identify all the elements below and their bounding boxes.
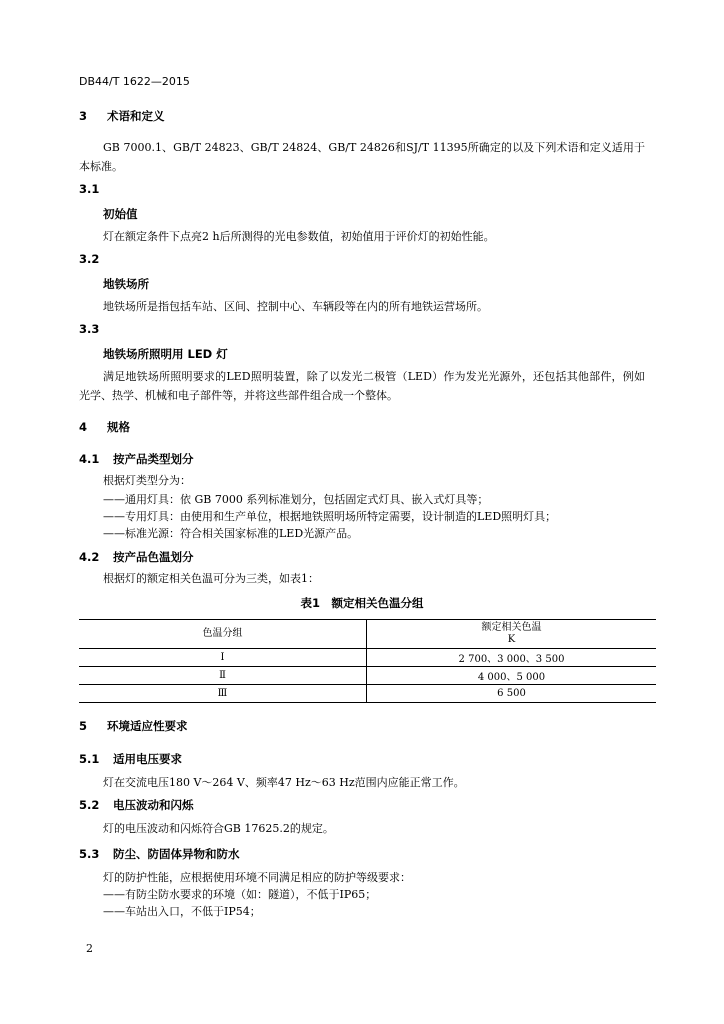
column-header-temperature-name: 额定相关色温 — [481, 622, 542, 633]
list-item: ——通用灯具：依 GB 7000 系列标准划分，包括固定式灯具、嵌入式灯具等； — [103, 493, 489, 506]
table-cell-temperature: 2 700、3 000、3 500 — [367, 649, 657, 667]
table-cell-group: Ⅰ — [79, 649, 367, 667]
page-number: 2 — [86, 942, 93, 955]
section-5-heading — [79, 718, 188, 734]
section-number: 3 — [79, 109, 88, 123]
color-temperature-table — [79, 619, 656, 703]
table-1-caption: 表1 额定相关色温分组 — [300, 596, 424, 610]
list-item: ——车站出入口，不低于IP54； — [103, 905, 261, 918]
subsection-number: 5.3 — [79, 847, 100, 861]
section-number: 4 — [79, 420, 88, 434]
list-item: ——标准光源：符合相关国家标准的LED光源产品。 — [103, 527, 359, 540]
section-number: 5 — [79, 719, 88, 733]
subsection-4-2-heading — [79, 549, 194, 565]
list-item: ——专用灯具：由使用和生产单位，根据地铁照明场所特定需要，设计制造的LED照明灯具； — [103, 510, 557, 523]
table-cell-temperature: 4 000、5 000 — [367, 667, 657, 685]
term-3-2-name: 地铁场所 — [103, 277, 149, 291]
subsection-5-3-heading — [79, 846, 240, 862]
table-header-row — [79, 620, 656, 649]
column-header-temperature-unit: K — [507, 634, 516, 645]
term-3-2-number: 3.2 — [79, 252, 100, 266]
subsection-title: 防尘、防固体异物和防水 — [113, 847, 240, 861]
table-row — [79, 685, 656, 703]
table-cell-group: Ⅱ — [79, 667, 367, 685]
subsection-title: 按产品类型划分 — [113, 452, 194, 466]
table-cell-temperature: 6 500 — [367, 685, 657, 703]
section-4-heading — [79, 419, 130, 435]
section-title: 术语和定义 — [107, 109, 165, 123]
subsection-5-1-text: 灯在交流电压180 V～264 V、频率47 Hz～63 Hz范围内应能正常工作。 — [103, 776, 465, 789]
subsection-5-2-heading — [79, 797, 194, 813]
table-row — [79, 649, 656, 667]
subsection-5-3-lead: 灯的防护性能，应根据使用环境不同满足相应的防护等级要求： — [103, 871, 411, 884]
document-id-header: DB44/T 1622—2015 — [79, 75, 190, 88]
term-3-3-definition: 满足地铁场所照明要求的LED照明装置，除了以发光二极管（LED）作为发光光源外，还包括其他部件，例如光学、热学、机械和电子部件等，并将这些部件组合成一个整体。 — [79, 370, 645, 402]
term-3-3-name: 地铁场所照明用 LED 灯 — [103, 347, 228, 361]
subsection-title: 适用电压要求 — [113, 752, 182, 766]
subsection-number: 4.2 — [79, 550, 100, 564]
section-title: 环境适应性要求 — [107, 719, 188, 733]
subsection-4-2-lead: 根据灯的额定相关色温可分为三类，如表1： — [103, 572, 319, 585]
subsection-number: 5.1 — [79, 752, 100, 766]
subsection-title: 按产品色温划分 — [113, 550, 194, 564]
subsection-4-1-heading — [79, 451, 194, 467]
list-item: ——有防尘防水要求的环境（如：隧道），不低于IP65； — [103, 888, 377, 901]
table-row — [79, 667, 656, 685]
column-header-temperature — [367, 620, 657, 649]
term-3-1-definition: 灯在额定条件下点亮2 h后所测得的光电参数值，初始值用于评价灯的初始性能。 — [103, 230, 495, 243]
subsection-5-2-text: 灯的电压波动和闪烁符合GB 17625.2的规定。 — [103, 822, 334, 835]
column-header-group: 色温分组 — [79, 620, 367, 649]
term-3-1-number: 3.1 — [79, 182, 100, 196]
term-3-2-definition: 地铁场所是指包括车站、区间、控制中心、车辆段等在内的所有地铁运营场所。 — [103, 300, 488, 313]
subsection-number: 5.2 — [79, 798, 100, 812]
table-cell-group: Ⅲ — [79, 685, 367, 703]
subsection-number: 4.1 — [79, 452, 100, 466]
subsection-title: 电压波动和闪烁 — [113, 798, 194, 812]
subsection-4-1-lead: 根据灯类型分为： — [103, 474, 191, 487]
term-3-3-number: 3.3 — [79, 322, 100, 336]
section-3-heading — [79, 108, 165, 124]
subsection-5-1-heading — [79, 751, 182, 767]
section-title: 规格 — [107, 420, 130, 434]
term-3-1-name: 初始值 — [103, 207, 138, 221]
section-3-intro: GB 7000.1、GB/T 24823、GB/T 24824、GB/T 24826和SJ/T 11395所确定的以及下列术语和定义适用于本标准。 — [79, 141, 645, 173]
